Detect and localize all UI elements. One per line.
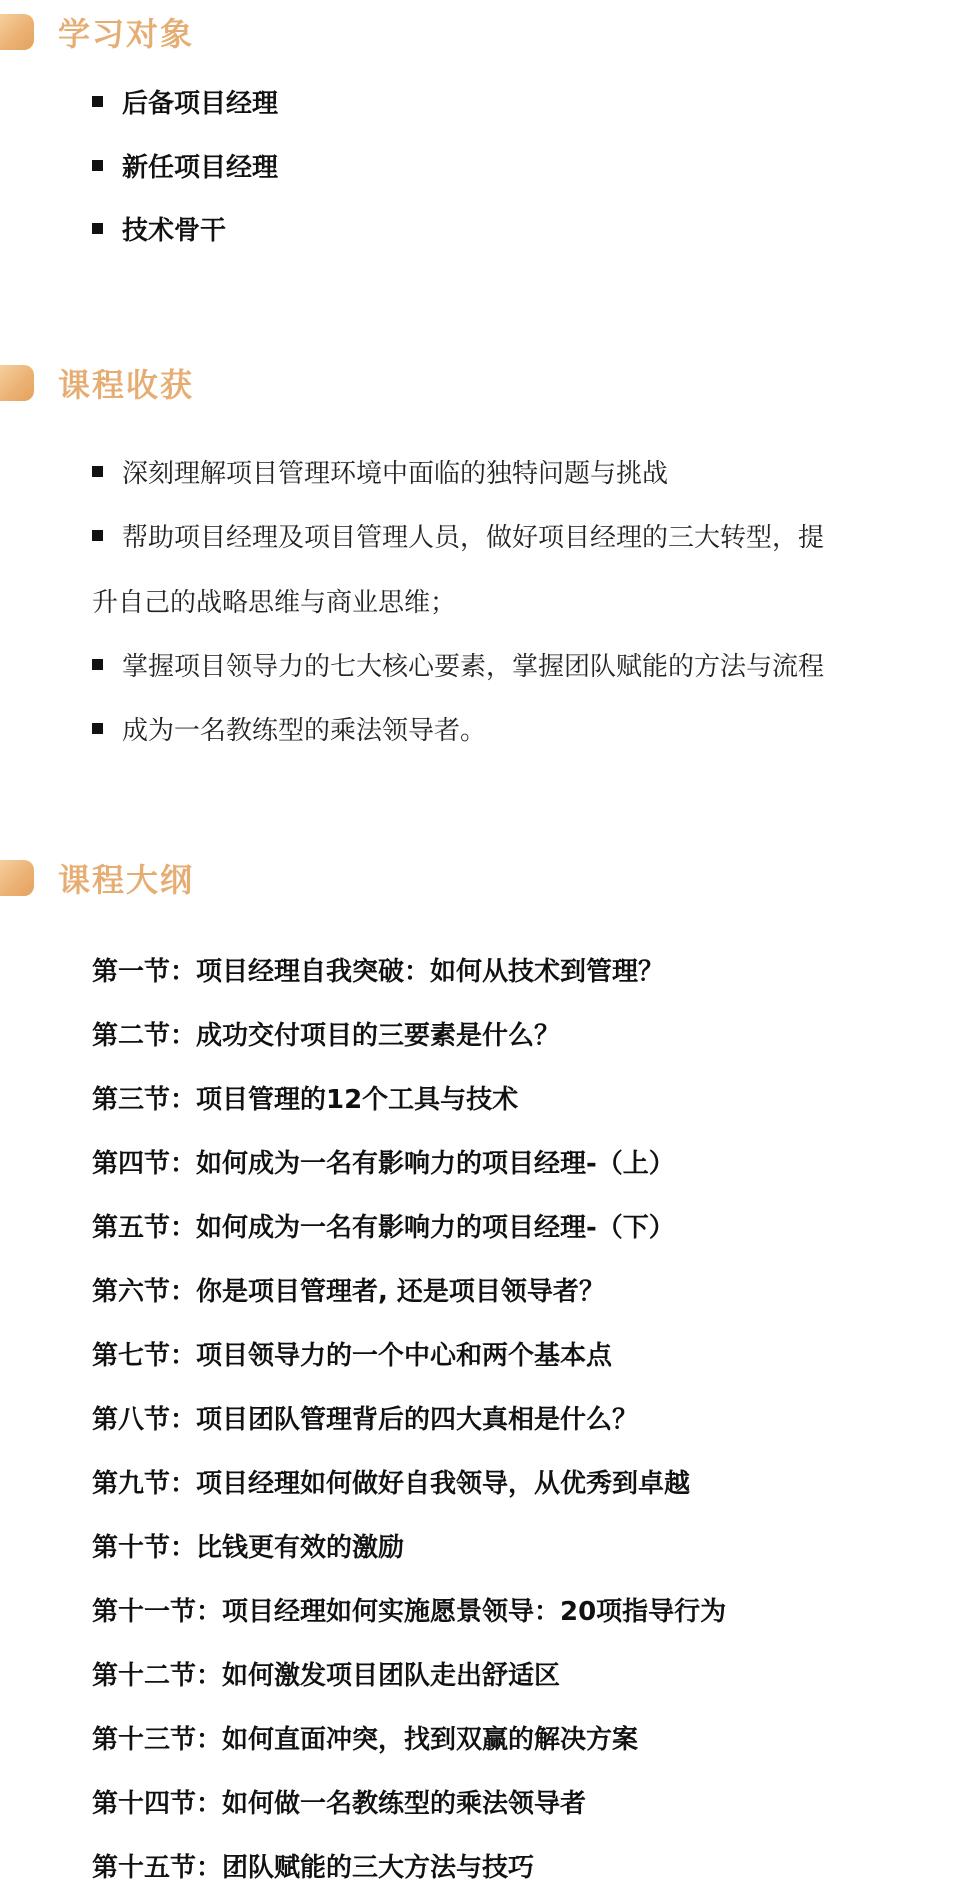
bullet-square-icon [92, 160, 103, 171]
section-title-audience: 学习对象 [58, 15, 195, 53]
list-item [92, 708, 486, 748]
list-item [92, 208, 226, 248]
benefit-item-label: 帮助项目经理及项目管理人员，做好项目经理的三大转型，提 [122, 522, 825, 553]
bullet-square-icon [92, 530, 103, 541]
outline-item: 第六节：你是项目管理者, 还是项目领导者？ [92, 1276, 605, 1307]
outline-item: 第十四节：如何做一名教练型的乘法领导者 [92, 1788, 587, 1819]
outline-item: 第十二节：如何激发项目团队走出舒适区 [92, 1660, 561, 1691]
outline-item: 第八节：项目团队管理背后的四大真相是什么？ [92, 1404, 639, 1435]
audience-item-label: 新任项目经理 [122, 152, 279, 183]
section-header-outline [0, 858, 194, 898]
list-item [92, 644, 824, 684]
outline-item: 第三节：项目管理的12个工具与技术 [92, 1084, 519, 1115]
section-title-outline: 课程大纲 [58, 861, 195, 899]
benefit-item-label: 成为一名教练型的乘法领导者。 [122, 715, 487, 746]
outline-item: 第一节：项目经理自我突破：如何从技术到管理？ [92, 956, 665, 987]
list-item [92, 81, 278, 121]
bullet-square-icon [92, 466, 103, 477]
outline-item: 第九节：项目经理如何做好自我领导，从优秀到卓越 [92, 1468, 691, 1499]
bullet-square-icon [92, 659, 103, 670]
list-item [92, 515, 824, 555]
section-title-benefits: 课程收获 [58, 366, 195, 404]
section-header-audience [0, 12, 194, 52]
benefit-item-label: 掌握项目领导力的七大核心要素，掌握团队赋能的方法与流程 [122, 651, 825, 682]
outline-item: 第十一节：项目经理如何实施愿景领导：20项指导行为 [92, 1596, 727, 1627]
section-marker-icon [0, 365, 34, 401]
audience-item-label: 技术骨干 [122, 215, 227, 246]
outline-item: 第二节：成功交付项目的三要素是什么？ [92, 1020, 561, 1051]
outline-item: 第十三节：如何直面冲突，找到双赢的解决方案 [92, 1724, 639, 1755]
outline-item: 第十五节：团队赋能的三大方法与技巧 [92, 1852, 535, 1883]
benefit-item-continuation: 升自己的战略思维与商业思维； [92, 587, 457, 618]
outline-item: 第七节：项目领导力的一个中心和两个基本点 [92, 1340, 613, 1371]
outline-item: 第五节：如何成为一名有影响力的项目经理-（下） [92, 1212, 675, 1243]
list-item [92, 451, 668, 491]
list-item [92, 145, 278, 185]
benefit-item-label: 深刻理解项目管理环境中面临的独特问题与挑战 [122, 458, 669, 489]
bullet-square-icon [92, 223, 103, 234]
audience-item-label: 后备项目经理 [122, 88, 279, 119]
section-marker-icon [0, 860, 34, 896]
bullet-square-icon [92, 723, 103, 734]
bullet-square-icon [92, 96, 103, 107]
section-marker-icon [0, 14, 34, 50]
outline-item: 第四节：如何成为一名有影响力的项目经理-（上） [92, 1148, 675, 1179]
section-header-benefits [0, 363, 194, 403]
outline-item: 第十节：比钱更有效的激励 [92, 1532, 405, 1563]
